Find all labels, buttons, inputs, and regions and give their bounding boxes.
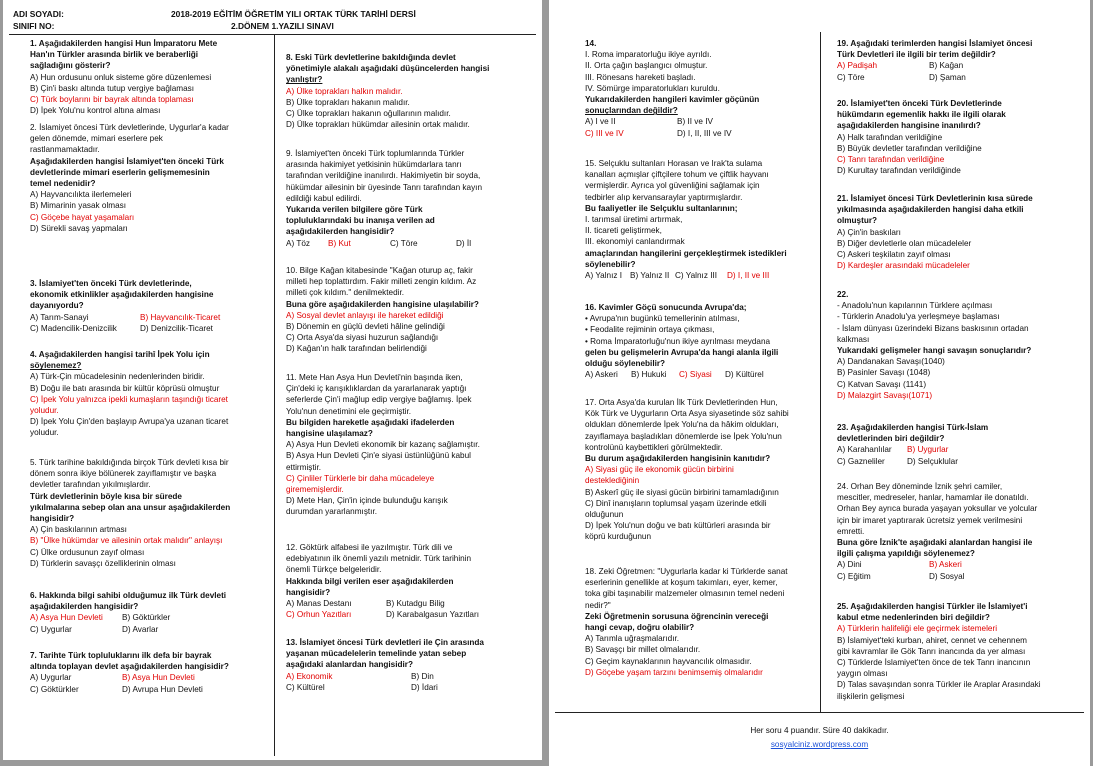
- question-7: 7. Tarihte Türk topluluklarını ilk defa bir bayrak altında toplayan devlet aşağıdakilerden hangisidir? A) Uygurlar B) Asya Hun Devleti C) Göktürkler D) Avrupa Hun Devleti: [30, 651, 229, 694]
- option-c[interactable]: C) Orhun Yazıtları: [286, 610, 352, 620]
- option-b[interactable]: B) Büyük devletler tarafından verildiğine: [837, 143, 982, 153]
- option-b[interactable]: B) İslamiyet'teki kurban, ahiret, cennet ve cehennem: [837, 635, 1027, 645]
- footer-divider: [555, 712, 1084, 713]
- option-a[interactable]: A) Türklerin halifeliği ele geçirmek istemeleri: [837, 624, 998, 634]
- question-15: 15. Selçuklu sultanları Horasan ve Irak'ta sulama kanalları açmışlar çiftçilere tohum ve çiftlik hayvanı vermişlerdir. Ayrıca yol güvenliğini sağlamak için tedbirler alıp kervansaraylar yaptırmışlardır. Bu faaliyetler ile Selçuklu sultanlarının; I. tarımsal üretimi artırmak, II. ticareti geliştirmek, III. ekonomiyi canlandırmak amaçlarından hangilerini gerçekleştirmek istedikleri söylenebilir? A) Yalnız I B) Yalnız II C) Yalnız III D) I, II ve III: [585, 159, 787, 281]
- option-b[interactable]: B) Kağan: [929, 61, 964, 71]
- option-d[interactable]: D) İl: [456, 238, 472, 248]
- option-b[interactable]: B) II ve IV: [677, 117, 713, 127]
- option-a[interactable]: A) Ülke toprakları halkın malıdır.: [286, 86, 403, 96]
- question-2: 2. İslamiyet öncesi Türk devletlerinde, Uygurlar'a kadar gelen dönemde, mimari eserlere pek rastlanmamaktadır. Aşağıdakilerden hangisi İslamiyet'ten önceki Türk devletlerinde mimari eserlerin gelişmemesinin temel nedenidir? A) Hayvancılıkta ilerlemeleri B) Mimarinin yasak olması C) Göçebe hayat yaşamaları D) Sürekli savaş yapmaları: [30, 123, 229, 233]
- question-12: 12. Göktürk alfabesi ile yazılmıştır. Türk dili ve edebiyatının ilk önemli yazılı metnidir. Türk tarihinin önemli Türkçe belgeleridir. Hakkında bilgi verilen eser aşağıdakilerden hangisidir? A) Manas Destanı B) Kutadgu Bilig C) Orhun Yazıtları D) Karabalgasun Yazıtları: [286, 543, 479, 620]
- option-a[interactable]: A) Tarımla uğraşmalarıdır.: [585, 634, 680, 644]
- website-link[interactable]: sosyalciniz.wordpress.com: [770, 740, 869, 749]
- option-b[interactable]: B) Hayvancılık-Ticaret: [140, 312, 221, 322]
- option-c[interactable]: C) İpek Yolu yalnızca ipekli kumaşların taşındığı ticaret: [30, 394, 228, 404]
- option-b[interactable]: B) Askeri: [929, 560, 962, 570]
- option-a[interactable]: A) Uygurlar: [30, 673, 72, 683]
- question-11: 11. Mete Han Asya Hun Devleti'nin başında iken, Çin'deki iç karışıklıklardan da yararlanarak yaptığı seferlerde Çin'i mağlup edip vergiye bağlamış. İpek Yolu'nun denetimini ele geçirmiştir. Bu bilgiden hareketle aşağıdaki ifadelerden hangisine ulaşılamaz? A) Asya Hun Devleti ekonomik bir kazanç sağlamıştır. B) Asya Hun Devleti Çin'e siyasi üstünlüğünü kabul ettirmiştir. C) Çinliler Türklerle bir daha mücadeleye girememişlerdir. D) Mete Han, Çin'in içinde bulunduğu karışık durumdan yararlanmıştır.: [286, 373, 480, 517]
- question-22: 22. - Anadolu'nun kapılarının Türklere açılması - Türklerin Anadolu'ya yerleşmeye başlaması - İslam dünyası üzerindeki Bizans baskısının ortadan kalkması Yukarıdaki gelişmeler hangi savaşın sonuçlarıdır? A) Dandanakan Savaşı(1040) B) Pasinler Savaşı (1048) C) Katvan Savaşı (1141) D) Malazgirt Savaşı(1071): [837, 290, 1032, 400]
- option-a[interactable]: A) Çin baskılarının artması: [30, 525, 127, 535]
- option-c[interactable]: C) Türklerde İslamiyet'ten önce de tek Tanrı inancının: [837, 658, 1031, 668]
- option-b[interactable]: B) Savaşçı bir millet olmalarıdır.: [585, 645, 701, 655]
- option-b[interactable]: B) Diğer devletlerle olan mücadeleler: [837, 238, 972, 248]
- option-c[interactable]: C) Çinliler Türklerle bir daha mücadeleye: [286, 473, 435, 483]
- option-c[interactable]: C) Ülke toprakları hakanın oğullarının malıdır.: [286, 109, 451, 119]
- option-a[interactable]: A) Türk-Çin mücadelesinin nedenlerinden biridir.: [30, 372, 205, 382]
- option-d[interactable]: D) Kağan'ın halk tarafından belirlendiği: [286, 344, 427, 354]
- option-a[interactable]: A) Padişah: [837, 61, 878, 71]
- option-c[interactable]: C) Dinî inanışların toplumsal yaşam üzerinde etkili: [585, 498, 767, 508]
- option-b[interactable]: B) Uygurlar: [907, 445, 949, 455]
- option-d[interactable]: D) Kardeşler arasındaki mücadeleler: [837, 261, 970, 271]
- option-b[interactable]: B) Hukuki: [631, 370, 667, 380]
- question-20: 20. İslamiyet'ten önceki Türk Devletlerinde hükümdarın egemenlik hakkı ile ilgili olarak aşağıdakilerden hangisine inanılırdı? A) Halk tarafından verildiğine B) Büyük devletler tarafından verildiğine C) Tanrı tarafından verildiğine D) Kurultay tarafından verildiğinde: [837, 99, 1006, 176]
- question-4: 4. Aşağıdakilerden hangisi tarihî İpek Yolu için söylenemez? A) Türk-Çin mücadelesinin nedenlerinden biridir. B) Doğu ile batı arasında bir kültür köprüsü olmuştur C) İpek Yolu yalnızca ipekli kumaşların taşındığı ticaret yoludur. D) İpek Yolu Çin'den başlayıp Avrupa'ya uzanan ticaret yoludur.: [30, 350, 229, 438]
- option-c[interactable]: C) Gazneliler: [837, 456, 885, 466]
- option-d[interactable]: D) İpek Yolu Çin'den başlayıp Avrupa'ya uzanan ticaret: [30, 417, 229, 427]
- option-b[interactable]: B) Ülke toprakları hakanın malıdır.: [286, 97, 410, 107]
- exam-title: 2018-2019 EĞİTİM ÖĞRETİM YILI ORTAK TÜRK TARİHİ DERSİ: [171, 9, 416, 19]
- option-b[interactable]: B) Askerî güç ile siyasi gücün birbirini tamamladığının: [585, 487, 779, 497]
- option-b[interactable]: B) Asya Hun Devleti: [122, 673, 195, 683]
- question-10: 10. Bilge Kağan kitabesinde "Kağan oturup aç, fakir milleti hep toplattırdım. Fakir milleti zengin kıldım. Az milleti çok kıldım." denilmektedir. Buna göre aşağıdakilerden hangisine ulaşılabilir? A) Sosyal devlet anlayışı ile hareket edildiği B) Dönemin en güçlü devleti hâline gelindiği C) Orta Asya'da siyasi huzurun sağlandığı D) Kağan'ın halk tarafından belirlendiği: [286, 266, 479, 354]
- option-c[interactable]: C) Uygurlar: [30, 624, 72, 634]
- option-c[interactable]: C) Geçim kaynaklarının hayvancılık olmasıdır.: [585, 656, 752, 666]
- option-c[interactable]: C) Ülke ordusunun zayıf olması: [30, 547, 145, 557]
- question-8: 8. Eski Türk devletlerine bakıldığında devlet yönetimiyle alakalı aşağıdaki düşüncelerden hangisi yanlıştır? A) Ülke toprakları halkın malıdır. B) Ülke toprakları hakanın malıdır. C) Ülke toprakları hakanın oğullarının malıdır. D) Ülke toprakları hükümdar ailesinin ortak malıdır.: [286, 53, 490, 130]
- option-c[interactable]: C) Katvan Savaşı (1141): [837, 379, 927, 389]
- option-a[interactable]: A) Dandanakan Savaşı(1040): [837, 357, 945, 367]
- option-b[interactable]: B) Göktürkler: [122, 613, 171, 623]
- option-d[interactable]: D) İpek Yolu'nu kontrol altına alması: [30, 106, 161, 116]
- option-d[interactable]: D) Türklerin savaşçı özelliklerinin olması: [30, 558, 176, 568]
- option-c[interactable]: C) Eğitim: [837, 571, 871, 581]
- question-13: 13. İslamiyet öncesi Türk devletleri ile Çin arasında yaşanan mücadelelerin temelinde yatan sebep aşağıdaki alanlardan hangisidir? A) Ekonomik B) Din C) Kültürel D) İdari: [286, 638, 484, 692]
- option-d[interactable]: D) Şaman: [929, 72, 966, 82]
- option-d[interactable]: D) I, II ve III: [727, 271, 770, 281]
- option-b[interactable]: B) Kutadgu Bilig: [386, 599, 445, 609]
- option-a[interactable]: A) Karahanlılar: [837, 445, 892, 455]
- option-a[interactable]: A) Asya Hun Devleti ekonomik bir kazanç sağlamıştır.: [286, 440, 480, 450]
- option-c[interactable]: C) Madencilik-Denizcilik: [30, 323, 117, 333]
- option-c[interactable]: C) Tanrı tarafından verildiğine: [837, 155, 945, 165]
- option-d[interactable]: D) Malazgirt Savaşı(1071): [837, 390, 933, 400]
- option-d[interactable]: D) Mete Han, Çin'in içinde bulunduğu karışık: [286, 496, 448, 506]
- option-a[interactable]: A) Asya Hun Devleti: [30, 613, 103, 623]
- option-b[interactable]: B) Mimarinin yasak olması: [30, 201, 126, 211]
- class-label: SINIFI NO:: [13, 21, 55, 31]
- option-c[interactable]: C) Göktürkler: [30, 684, 79, 694]
- option-d[interactable]: D) Avrupa Hun Devleti: [122, 684, 203, 694]
- option-a[interactable]: A) Halk tarafından verildiğine: [837, 132, 943, 142]
- question-18: 18. Zeki Öğretmen: "Uygurlarla kadar ki Türklerde sanat eserlerinin genellikle at koşum takımları, eyer, kemer, toka gibi taşınabilir malzemeler olmasının temel nedeni nedir?" Zeki Öğretmenin sorusuna öğrencinin vereceği hangi cevap, doğru olabilir? A) Tarımla uğraşmalarıdır. B) Savaşçı bir millet olmalarıdır. C) Geçim kaynaklarının hayvancılık olmasıdır. D) Göçebe yaşam tarzını benimsemiş olmalarıdır: [585, 567, 788, 677]
- question-21: 21. İslamiyet öncesi Türk Devletlerinin kısa sürede yıkılmasında aşağıdakilerden hangisi daha etkili olmuştur? A) Çin'in baskıları B) Diğer devletlerle olan mücadeleler C) Askeri teşkilatın zayıf olması D) Kardeşler arasındaki mücadeleler: [837, 194, 1033, 271]
- column-divider: [274, 34, 275, 756]
- option-d[interactable]: D) Kurultay tarafından verildiğinde: [837, 166, 961, 176]
- option-c[interactable]: C) Askeri teşkilatın zayıf olması: [837, 250, 951, 260]
- question-5: 5. Türk tarihine bakıldığında birçok Türk devleti kısa bir dönem sonra ikiye bölünerek zayıflamıştır ve başka devletler tarafından yıkılmışlardır. Türk devletlerinin böyle kısa bir sürede yıkılmalarına sebep olan ana unsur aşağıdakilerden hangisidir? A) Çin baskılarının artması B) "Ülke hükümdar ve ailesinin ortak malıdır" anlayışı C) Ülke ordusunun zayıf olması D) Türklerin savaşçı özelliklerinin olması: [30, 458, 231, 568]
- option-a[interactable]: A) Yalnız I: [585, 271, 623, 281]
- exam-page-1: [3, 0, 542, 760]
- option-d[interactable]: D) Sosyal: [929, 571, 965, 581]
- option-b[interactable]: B) Asya Hun Devleti Çin'e siyasi üstünlüğünü kabul: [286, 451, 471, 461]
- option-c[interactable]: C) III ve IV: [585, 128, 624, 138]
- option-c[interactable]: C) Töre: [837, 72, 865, 82]
- option-d[interactable]: D) Karabalgasun Yazıtları: [386, 610, 479, 620]
- option-a[interactable]: A) Hun ordusunu onluk sisteme göre düzenlemesi: [30, 72, 212, 82]
- question-1: 1. Aşağıdakilerden hangisi Hun İmparatoru Mete Han'ın Türkler arasında birlik ve beraberliği sağladığını gösterir? A) Hun ordusunu onluk sisteme göre düzenlemesi B) Çin'i baskı altında tutup vergiye bağlaması C) Türk boylarını bir bayrak altında toplaması D) İpek Yolu'nu kontrol altına alması: [30, 39, 218, 116]
- option-b[interactable]: B) Pasinler Savaşı (1048): [837, 368, 931, 378]
- question-19: 19. Aşağıdaki terimlerden hangisi İslamiyet öncesi Türk Devletleri ile ilgili bir terim değildir? A) Padişah B) Kağan C) Töre D) Şaman: [837, 39, 1033, 82]
- option-c[interactable]: C) Göçebe hayat yaşamaları: [30, 212, 135, 222]
- option-c[interactable]: C) Töre: [390, 238, 418, 248]
- footer-note: Her soru 4 puandır. Süre 40 dakikadır.: [750, 726, 889, 735]
- option-a[interactable]: A) Askeri: [585, 370, 618, 380]
- option-a[interactable]: A) Töz: [286, 238, 310, 248]
- option-a[interactable]: A) Çin'in baskıları: [837, 227, 901, 237]
- option-d[interactable]: D) İpek Yolu'nun doğu ve batı kültürleri arasında bir: [585, 521, 771, 531]
- option-a[interactable]: A) Tarım-Sanayi: [30, 312, 89, 322]
- option-c[interactable]: C) Siyasi: [679, 370, 712, 380]
- name-label: ADI SOYADI:: [13, 9, 64, 19]
- option-d[interactable]: D) I, II, III ve IV: [677, 128, 732, 138]
- option-d[interactable]: D) Kültürel: [725, 370, 764, 380]
- question-6: 6. Hakkında bilgi sahibi olduğumuz ilk Türk devleti aşağıdakilerden hangisidir? A) Asya Hun Devleti B) Göktürkler C) Uygurlar D) Avarlar: [30, 591, 227, 634]
- option-a[interactable]: A) Manas Destanı: [286, 599, 352, 609]
- option-b[interactable]: B) "Ülke hükümdar ve ailesinin ortak malıdır" anlayışı: [30, 536, 223, 546]
- exam-page-2: [549, 0, 1090, 766]
- option-d[interactable]: D) Ülke toprakları hükümdar ailesinin ortak malıdır.: [286, 120, 470, 130]
- question-9: 9. İslamiyet'ten önceki Türk toplumlarında Türkler arasında hakimiyet yetkisinin hükümdarlara tanrı tarafından verildiğine inanılırdı. Hakimiyetin bir soyda, hükümdar ailesinin bir üyesinde Tanrı tarafından kayın edildiği kabul edilirdi. Yukarıda verilen bilgilere göre Türk topluluklarındaki bu inanışa verilen ad aşağıdakilerden hangisidir? A) Töz B) Kut C) Töre D) İl: [286, 149, 483, 248]
- question-14: 14. I. Roma imparatorluğu ikiye ayrıldı. II. Orta çağın başlangıcı olmuştur. III. Rönesans hareketi başladı. IV. Sömürge imparatorlukları kuruldu. Yukarıdakilerden hangileri kavimler göçünün sonuçlarından değildir? A) I ve II B) II ve IV C) III ve IV D) I, II, III ve IV: [585, 39, 760, 138]
- option-d[interactable]: D) Sürekli savaş yapmaları: [30, 223, 128, 233]
- option-d[interactable]: D) İdari: [411, 682, 438, 692]
- question-25: 25. Aşağıdakilerden hangisi Türkler ile İslamiyet'i kabul etme nedenlerinden biri değildir? A) Türklerin halifeliği ele geçirmek istemeleri B) İslamiyet'teki kurban, ahiret, cennet ve cehennem gibi kavramlar ile Gök Tanrı inancında da yer alması C) Türklerde İslamiyet'ten önce de tek Tanrı inancının yaygın olması D) Talas savaşından sonra Türkler ile Araplar Arasındaki ilişkilerin gelişmesi: [837, 602, 1041, 701]
- option-c[interactable]: C) Orta Asya'da siyasi huzurun sağlandığı: [286, 333, 439, 343]
- option-d[interactable]: D) Selçuklular: [907, 456, 958, 466]
- option-b[interactable]: B) Çin'i baskı altında tutup vergiye bağlaması: [30, 83, 195, 93]
- option-a[interactable]: A) Dini: [837, 560, 862, 570]
- column-divider: [820, 32, 821, 712]
- option-a[interactable]: A) Sosyal devlet anlayışı ile hareket edildiği: [286, 310, 444, 320]
- option-a[interactable]: A) I ve II: [585, 117, 616, 127]
- question-23: 23. Aşağıdakilerden hangisi Türk-İslam devletlerinden biri değildir? A) Karahanlılar B) Uygurlar C) Gazneliler D) Selçuklular: [837, 423, 989, 466]
- option-a[interactable]: A) Siyasi güç ile ekonomik gücün birbirini: [585, 465, 734, 475]
- option-b[interactable]: B) Dönemin en güçlü devleti hâline gelindiği: [286, 322, 445, 332]
- option-d[interactable]: D) Avarlar: [122, 624, 159, 634]
- option-d[interactable]: D) Denizcilik-Ticaret: [140, 323, 213, 333]
- option-c[interactable]: C) Yalnız III: [675, 271, 718, 281]
- option-a[interactable]: A) Ekonomik: [286, 671, 333, 681]
- option-a[interactable]: A) Hayvancılıkta ilerlemeleri: [30, 190, 132, 200]
- question-17: 17. Orta Asya'da kurulan İlk Türk Devletlerinden Hun, Kök Türk ve Uygurların Orta Asya siyasetinde söz sahibi oldukları dönemlerde İpek Yolu'na da hâkim oldukları, zayıflamaya başladıkları dönemlerde ise İpek Yolu'nun kontrolünü kaybettikleri görülmektedir. Bu durum aşağıdakilerden hangisinin kanıtıdır? A) Siyasi güç ile ekonomik gücün birbirini desteklediğinin B) Askerî güç ile siyasi gücün birbirini tamamladığının C) Dinî inanışların toplumsal yaşam üzerinde etkili olduğunun D) İpek Yolu'nun doğu ve batı kültürleri arasında bir köprü kurduğunun: [585, 398, 789, 542]
- exam-subtitle: 2.DÖNEM 1.YAZILI SINAVI: [231, 21, 334, 31]
- option-b[interactable]: B) Yalnız II: [630, 271, 670, 281]
- option-b[interactable]: B) Doğu ile batı arasında bir kültür köprüsü olmuştur: [30, 383, 220, 393]
- option-d[interactable]: D) Göçebe yaşam tarzını benimsemiş olmalarıdır: [585, 667, 763, 677]
- question-3: 3. İslamiyet'ten önceki Türk devletlerinde, ekonomik etkinlikler aşağıdakilerden hangisine dayanıyordu? A) Tarım-Sanayi B) Hayvancılık-Ticaret C) Madencilik-Denizcilik D) Denizcilik-Ticaret: [30, 279, 221, 333]
- question-24: 24. Orhan Bey döneminde İznik şehri camiler, mescitler, medreseler, hanlar, hamamlar ile donatıldı. Orhan Bey ayrıca burada yaşayan yoksullar ve yolcular için bir imaret yaptırarak ücretsiz yemek verilmesini emretti. Buna göre İznik'te aşağıdaki alanlardan hangisi ile ilgili çalışma yapıldığı söylenemez? A) Dini B) Askeri C) Eğitim D) Sosyal: [837, 482, 1038, 581]
- footer-link[interactable]: [549, 740, 1090, 749]
- option-b[interactable]: B) Din: [411, 671, 434, 681]
- option-c[interactable]: C) Türk boylarını bir bayrak altında toplaması: [30, 95, 194, 105]
- header-divider: [9, 34, 536, 35]
- option-c[interactable]: C) Kültürel: [286, 682, 325, 692]
- option-d[interactable]: D) Talas savaşından sonra Türkler ile Araplar Arasındaki: [837, 680, 1041, 690]
- option-b[interactable]: B) Kut: [328, 238, 351, 248]
- question-16: 16. Kavimler Göçü sonucunda Avrupa'da; • Avrupa'nın bugünkü temellerinin atılması, • Feodalite rejiminin ortaya çıkması, • Roma İmparatorluğu'nun ikiye ayrılması meydana gelen bu gelişmelerin Avrupa'da hangi alanla ilgili olduğu söylenebilir? A) Askeri B) Hukuki C) Siyasi D) Kültürel: [585, 303, 779, 380]
